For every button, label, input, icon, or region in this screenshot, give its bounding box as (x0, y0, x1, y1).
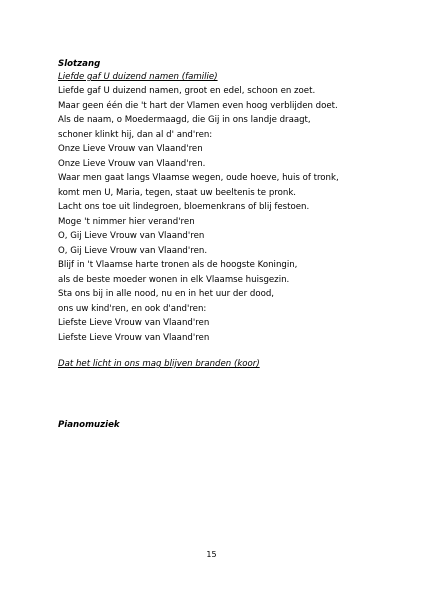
section-heading-slotzang: Slotzang (58, 59, 101, 69)
lyric-line: O, Gij Lieve Vrouw van Vlaand'ren. (58, 245, 208, 256)
song-title: Liefde gaf U duizend namen (familie) (58, 72, 218, 82)
lyric-line: Blijf in 't Vlaamse harte tronen als de hoogste Koningin, (58, 260, 298, 270)
lyric-line: Onze Lieve Vrouw van Vlaand'ren. (58, 158, 206, 169)
lyric-line: Liefde gaf U duizend namen, groot en edel, schoon en zoet. (58, 86, 316, 96)
lyric-line: Sta ons bij in alle nood, nu en in het uur der dood, (58, 289, 275, 299)
lyric-line: schoner klinkt hij, dan al d' and'ren: (58, 129, 213, 140)
lyric-line: Moge 't nimmer hier verand'ren (58, 216, 195, 227)
lyric-line: Waar men gaat langs Vlaamse wegen, oude hoeve, huis of tronk, (58, 173, 339, 183)
lyric-line: komt men U, Maria, tegen, staat uw beeltenis te pronk. (58, 187, 297, 198)
lyric-line: Als de naam, o Moedermaagd, die Gij in ons landje draagt, (58, 115, 311, 125)
lyric-line: O, Gij Lieve Vrouw van Vlaand'ren (58, 231, 205, 241)
lyrics-block (58, 84, 398, 345)
lyric-line: Onze Lieve Vrouw van Vlaand'ren (58, 144, 203, 154)
lyric-line: Liefste Lieve Vrouw van Vlaand'ren (58, 318, 210, 328)
spacer (58, 371, 398, 419)
lyric-line: als de beste moeder wonen in elk Vlaamse huisgezin. (58, 274, 290, 285)
next-song-title: Dat het licht in ons mag blijven branden (koor) (58, 359, 260, 369)
lyric-line: Liefste Lieve Vrouw van Vlaand'ren (58, 332, 210, 343)
lyric-line: Maar geen één die 't hart der Vlamen even hoog verblijden doet. (58, 100, 338, 111)
page-number: 15 (206, 550, 217, 559)
lyric-line: Lacht ons toe uit lindegroen, bloemenkrans of blij festoen. (58, 202, 310, 212)
section-heading-pianomuziek: Pianomuziek (58, 420, 120, 430)
page-content (58, 58, 398, 432)
lyric-line: ons uw kind'ren, en ook d'and'ren: (58, 303, 207, 314)
spacer (58, 345, 398, 358)
